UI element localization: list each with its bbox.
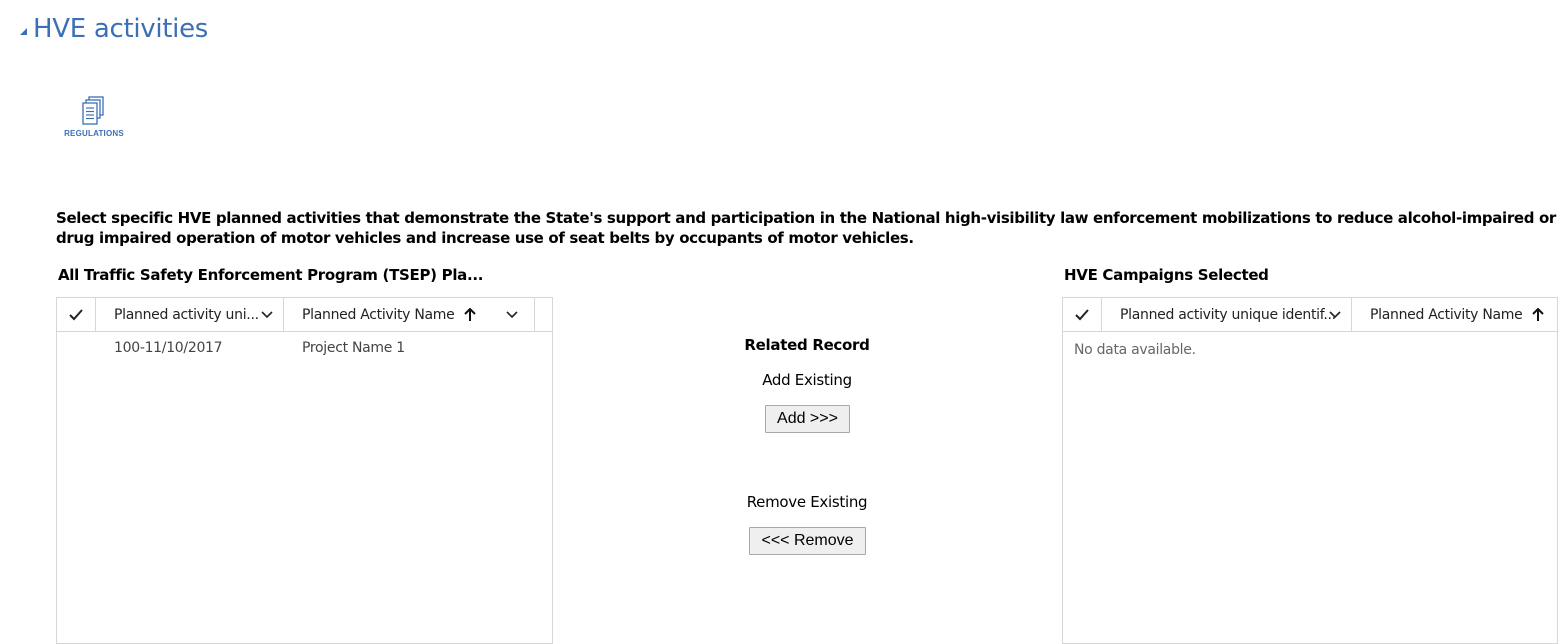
column-label: Planned activity uni... — [114, 306, 259, 323]
column-header-planned-activity-id[interactable] — [96, 298, 284, 331]
collapse-arrow-icon[interactable] — [20, 28, 27, 35]
column-header-planned-activity-id[interactable] — [1102, 298, 1352, 331]
cell-planned-activity-id: 100-11/10/2017 — [114, 340, 223, 356]
empty-state-text: No data available. — [1074, 342, 1196, 358]
column-label: Planned activity unique identif... — [1120, 306, 1336, 323]
instructions-text: Select specific HVE planned activities that demonstrate the State's support and participation in the National high-visibility law enforcement mobilizations to reduce alcohol-impaired or drug impaired operation of motor vehicles and increase use of seat belts by occupants of motor vehicles. — [56, 209, 1556, 247]
add-button[interactable]: Add >>> — [765, 405, 850, 433]
left-grid-title: All Traffic Safety Enforcement Program (TSEP) Pla... — [58, 266, 484, 284]
left-grid-header — [57, 298, 552, 332]
chevron-down-icon[interactable] — [261, 308, 273, 320]
column-label: Planned Activity Name — [1370, 306, 1523, 323]
table-row[interactable] — [57, 332, 552, 364]
right-grid — [1062, 297, 1558, 644]
sort-ascending-icon — [464, 308, 476, 322]
checkmark-icon — [1075, 309, 1089, 321]
documents-icon — [81, 96, 107, 126]
column-header-planned-activity-name[interactable] — [1352, 298, 1557, 331]
checkmark-icon — [69, 309, 83, 321]
select-all-checkbox[interactable] — [1063, 298, 1102, 331]
section-title: HVE activities — [33, 14, 209, 44]
cell-planned-activity-name: Project Name 1 — [302, 340, 405, 356]
select-all-checkbox[interactable] — [57, 298, 96, 331]
chevron-down-icon[interactable] — [1329, 308, 1341, 320]
remove-button[interactable]: <<< Remove — [749, 527, 866, 555]
remove-existing-label: Remove Existing — [746, 493, 868, 511]
right-grid-header — [1063, 298, 1557, 332]
regulations-label: REGULATIONS — [64, 129, 124, 138]
add-existing-label: Add Existing — [762, 371, 852, 389]
section-header-hve-activities[interactable] — [20, 14, 208, 44]
column-header-planned-activity-name[interactable] — [284, 298, 535, 331]
related-record-label: Related Record — [744, 336, 870, 354]
right-grid-title: HVE Campaigns Selected — [1064, 266, 1269, 284]
regulations-button[interactable] — [64, 96, 124, 144]
left-grid — [56, 297, 553, 644]
sort-ascending-icon — [1532, 308, 1544, 322]
chevron-down-icon[interactable] — [506, 308, 518, 320]
column-label: Planned Activity Name — [302, 306, 455, 323]
